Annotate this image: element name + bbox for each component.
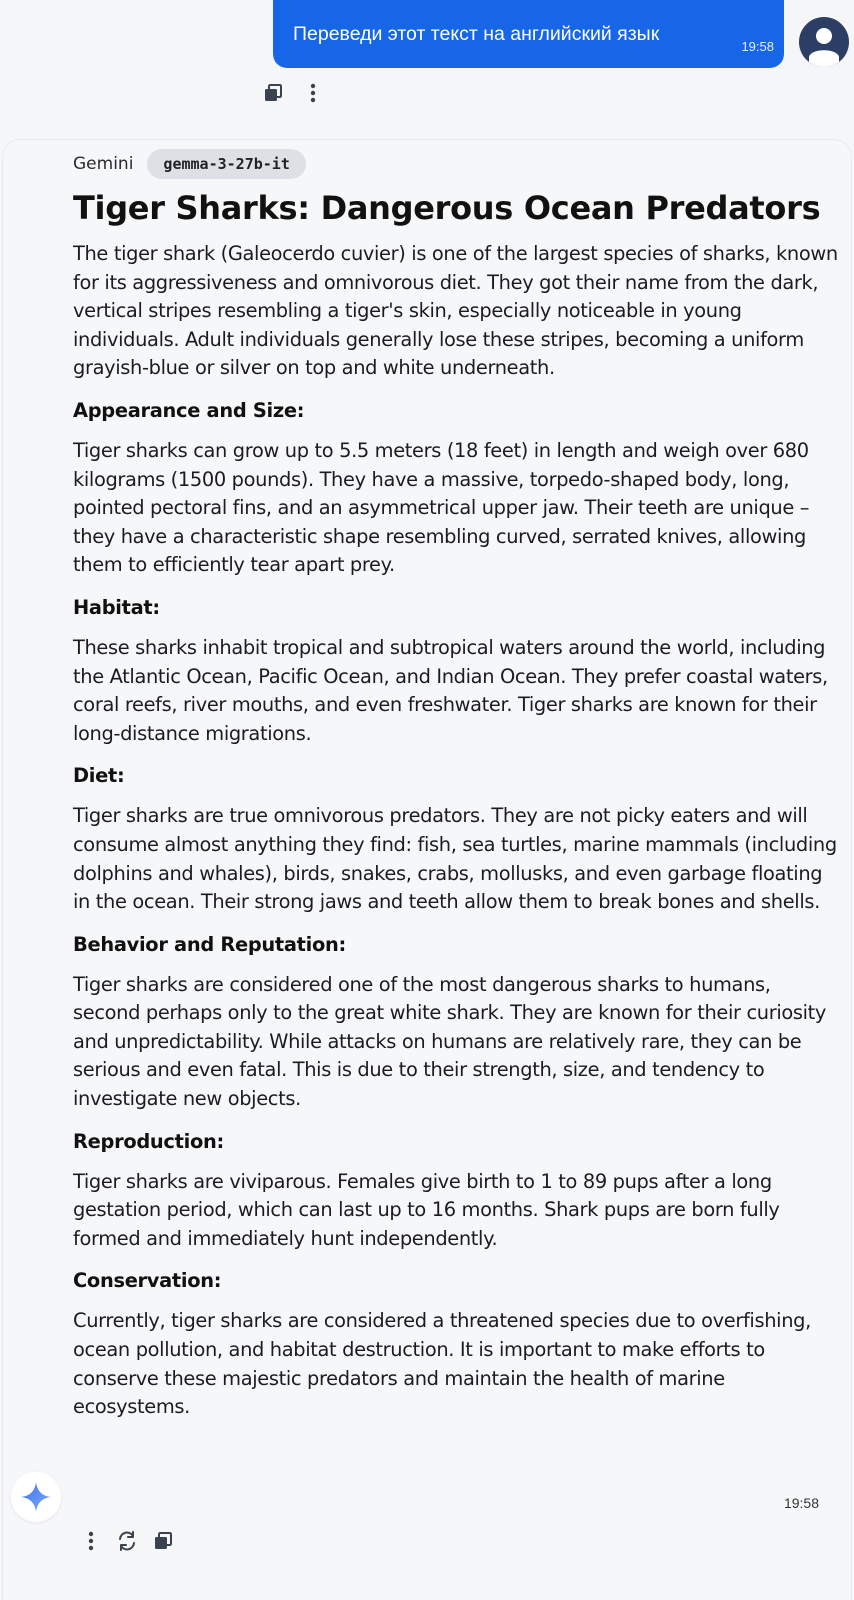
copy-icon[interactable] — [262, 82, 284, 104]
model-badge[interactable]: gemma-3-27b-it — [147, 149, 305, 179]
section-heading: Appearance and Size: — [73, 398, 305, 422]
response-intro: The tiger shark (Galeocerdo cuvier) is one of the largest species of sharks, known for its aggressiveness and omnivorous diet. They got their name from the dark, vertical stripes resembling a tiger's skin, especially noticeable in young individuals. Adult individuals generally lose these stripes, becoming a uniform grayish-blue or silver on top and white underneath. — [73, 242, 838, 380]
section-body: Tiger sharks are considered one of the most dangerous sharks to humans, second perhaps only to the great white shark. They are known for their curiosity and unpredictability. While attacks on humans are relatively rare, they can be serious and even fatal. This is due to their strength, size, and tendency to investigate new objects. — [73, 972, 827, 1111]
user-message-actions — [262, 82, 324, 104]
section-heading: Diet: — [73, 764, 125, 788]
assistant-message-actions — [80, 1530, 174, 1552]
gemini-logo-icon — [11, 1472, 61, 1522]
user-avatar-icon[interactable] — [799, 17, 849, 67]
section-body: Tiger sharks are true omnivorous predators. They are not picky eaters and will consume almost anything they find: fish, sea turtles, marine mammals (including dolphins and whales), birds, snakes, crabs, mollusks, and even garbage floating in the ocean. Their strong jaws and teeth allow them to break bones and shells. — [73, 804, 837, 914]
section-body: Tiger sharks can grow up to 5.5 meters (18 feet) in length and weigh over 680 kilograms (1500 pounds). They have a massive, torpedo-shaped body, long, pointed pectoral fins, and an asymmetrical upper jaw. Their teeth are unique – they have a characteristic shape resembling curved, serrated knives, allowing them to efficiently tear apart prey. — [73, 438, 810, 577]
model-info — [73, 149, 306, 179]
section-heading: Habitat: — [73, 595, 160, 619]
assistant-message-content — [73, 188, 838, 1422]
section-body: Tiger sharks are viviparous. Females give birth to 1 to 89 pups after a long gestation period, which can last up to 16 months. Shark pups are born fully formed and immediately hunt independently. — [73, 1169, 780, 1250]
section-body: Currently, tiger sharks are considered a threatened species due to overfishing, ocean pollution, and habitat destruction. It is important to make efforts to conserve these majestic predators and maintain the health of marine ecosystems. — [73, 1309, 811, 1419]
response-title: Tiger Sharks: Dangerous Ocean Predators — [73, 189, 821, 227]
assistant-message-time: 19:58 — [783, 1495, 819, 1511]
assistant-message-card — [2, 139, 852, 1600]
user-message-text: Переведи этот текст на английский язык — [293, 23, 660, 45]
user-message-bubble — [273, 0, 784, 68]
regenerate-icon[interactable] — [116, 1530, 138, 1552]
copy-icon[interactable] — [152, 1530, 174, 1552]
section-heading: Conservation: — [73, 1269, 222, 1293]
provider-label: Gemini — [73, 154, 134, 174]
more-vertical-icon[interactable] — [80, 1530, 102, 1552]
more-vertical-icon[interactable] — [302, 82, 324, 104]
section-heading: Reproduction: — [73, 1129, 224, 1153]
user-message-time: 19:58 — [741, 39, 774, 54]
section-heading: Behavior and Reputation: — [73, 932, 346, 956]
section-body: These sharks inhabit tropical and subtropical waters around the world, including the Atlantic Ocean, Pacific Ocean, and Indian Ocean. They prefer coastal waters, coral reefs, river mouths, and even freshwater. Tiger sharks are known for their long-distance migrations. — [73, 635, 828, 745]
